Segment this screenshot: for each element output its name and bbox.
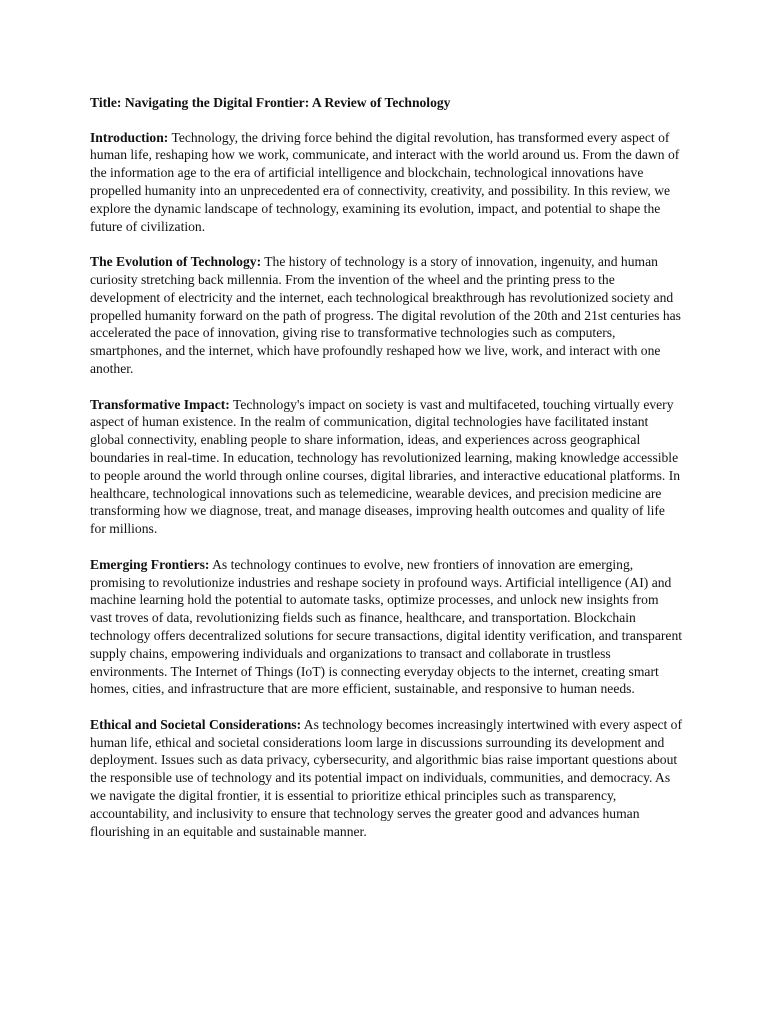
section-ethical-considerations xyxy=(90,716,682,841)
section-transformative-impact xyxy=(90,396,682,538)
section-heading: Emerging Frontiers: xyxy=(90,556,210,572)
section-heading: Transformative Impact: xyxy=(90,396,230,412)
section-introduction xyxy=(90,129,682,236)
section-body: Technology, the driving force behind the digital revolution, has transformed every aspect of human life, reshaping how we work, communicate, and interact with the world around us. From the dawn of the information age to the era of artificial intelligence and blockchain, technological innovations have propelled humanity into an unprecedented era of connectivity, creativity, and possibility. In this review, we explore the dynamic landscape of technology, examining its evolution, impact, and potential to shape the future of civilization. xyxy=(90,129,680,234)
document-title: Title: Navigating the Digital Frontier: A Review of Technology xyxy=(90,95,451,110)
section-heading: The Evolution of Technology: xyxy=(90,254,262,270)
section-heading: Ethical and Societal Considerations: xyxy=(90,716,302,732)
section-evolution xyxy=(90,253,682,378)
section-body: Technology's impact on society is vast and multifaceted, touching virtually every aspect of human existence. In the realm of communication, digital technologies have facilitated instant global connectivity, enabling people to share information, ideas, and experiences across geographical boundaries in real-time. In education, technology has revolutionized learning, making knowledge accessible to people around the world through online courses, digital libraries, and interactive educational platforms. In healthcare, technological innovations such as telemedicine, wearable devices, and precision medicine are transforming how we diagnose, treat, and manage diseases, improving health outcomes and quality of life for millions. xyxy=(90,396,681,537)
section-body: The history of technology is a story of innovation, ingenuity, and human curiosity stretching back millennia. From the invention of the wheel and the printing press to the development of electricity and the internet, each technological breakthrough has revolutionized society and propelled humanity forward on the path of progress. The digital revolution of the 20th and 21st centuries has accelerated the pace of innovation, giving rise to transformative technologies such as computers, smartphones, and the internet, which have profoundly reshaped how we live, work, and interact with one another. xyxy=(90,254,681,376)
document-page xyxy=(90,94,682,858)
section-heading: Introduction: xyxy=(90,129,169,145)
section-body: As technology becomes increasingly intertwined with every aspect of human life, ethical and societal considerations loom large in discussions surrounding its development and deployment. Issues such as data privacy, cybersecurity, and algorithmic bias raise important questions about the responsible use of technology and its potential impact on individuals, communities, and democracy. As we navigate the digital frontier, it is essential to prioritize ethical principles such as transparency, accountability, and inclusivity to ensure that technology serves the greater good and advances human flourishing in an equitable and sustainable manner. xyxy=(90,716,683,839)
section-emerging-frontiers xyxy=(90,556,682,698)
section-body: As technology continues to evolve, new frontiers of innovation are emerging, promising to revolutionize industries and reshape society in profound ways. Artificial intelligence (AI) and machine learning hold the potential to automate tasks, optimize processes, and unlock new insights from vast troves of data, revolutionizing fields such as finance, healthcare, and transportation. Blockchain technology offers decentralized solutions for secure transactions, digital identity verification, and transparent supply chains, empowering individuals and organizations to transact and collaborate in trustless environments. The Internet of Things (IoT) is connecting everyday objects to the internet, creating smart homes, cities, and infrastructure that are more efficient, sustainable, and responsive to human needs. xyxy=(90,556,683,697)
